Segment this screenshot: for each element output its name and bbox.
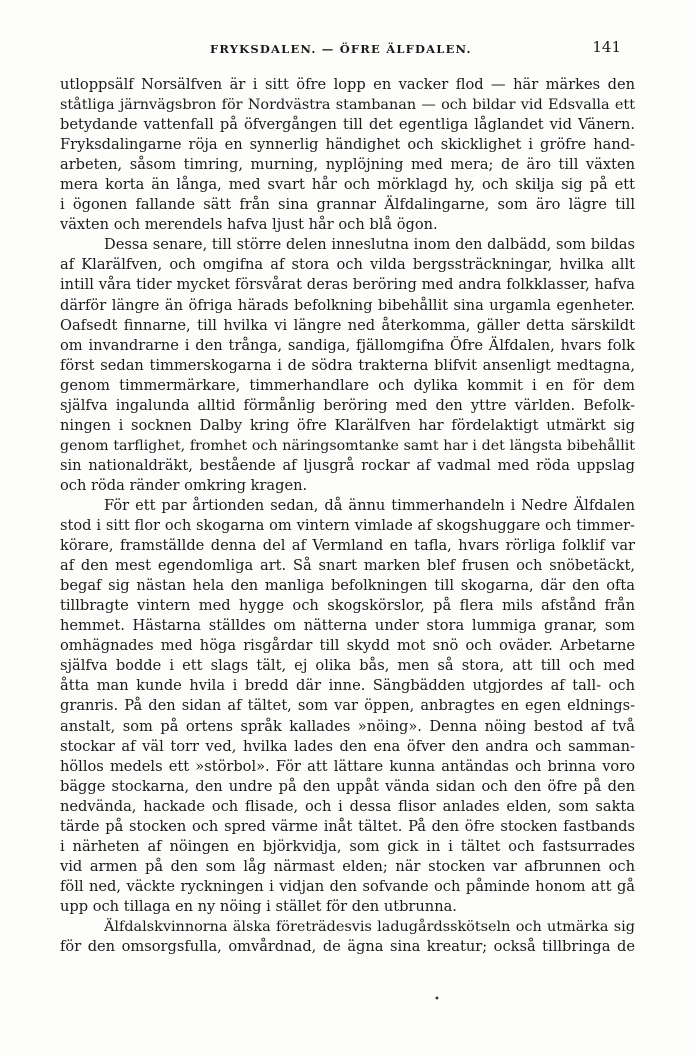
text-line: ningen i socknen Dalby kring öfre Klarälfven har fördelaktigt utmärkt sig — [60, 416, 635, 434]
text-line: och röda ränder omkring kragen. — [60, 476, 308, 494]
text-line: ståtliga järnvägsbron för Nordvästra stambanan — och bildar vid Edsvalla ett — [60, 97, 635, 114]
text-line: granris. På den sidan af tältet, som var öppen, anbragtes en egen eldnings- — [60, 697, 635, 715]
text-line: åtta man kunde hvila i bredd där inne. Sängbädden utgjordes af tall- och — [60, 677, 635, 695]
body-text — [60, 75, 635, 957]
text-line: i närheten af nöingen en björkvidja, som gick in i tältet och fastsurrades — [60, 837, 635, 855]
text-line: arbeten, såsom timring, murning, nyplöjning med mera; de äro till växten — [60, 156, 635, 174]
text-line: omhägnades med höga risgårdar till skydd mot snö och oväder. Arbetarne — [60, 637, 635, 655]
text-line: mera korta än långa, med svart hår och mörklagd hy, och skilja sig på ett — [60, 176, 635, 194]
text-line: intill våra tider mycket försvårat deras beröring med andra folkklasser, hafva — [60, 276, 635, 294]
text-line: därför längre än öfriga härads befolkning bibehållit sina urgamla egenheter. — [60, 296, 635, 314]
text-line: bägge stockarna, den undre på den uppåt vända sidan och den öfre på den — [60, 777, 635, 795]
print-speck: • — [434, 994, 440, 1005]
text-line: körare, framställde denna del af Vermland en tafla, hvars rörliga folklif var — [60, 537, 635, 555]
text-line: genom timmermärkare, timmerhandlare och dylika kommit i en för dem — [60, 376, 635, 394]
text-line: Fryksdalingarne röja en synnerlig händighet och skicklighet i gröfre hand- — [60, 136, 635, 154]
text-line: Dessa senare, till större delen inneslutna inom den dalbädd, som bildas — [104, 236, 635, 254]
text-line: själfva bodde i ett slags tält, ej olika bås, men så stora, att till och med — [60, 657, 635, 675]
text-line: stockar af väl torr ved, hvilka lades den ena öfver den andra och samman- — [60, 737, 635, 755]
text-line: stod i sitt flor och skogarna om vintern vimlade af skogshuggare och timmer- — [60, 517, 635, 535]
text-line: af Klarälfven, och omgifna af stora och vilda bergssträckningar, hvilka allt — [60, 256, 635, 274]
page-header — [60, 38, 635, 58]
text-line: tillbragte vintern med hygge och skogskörslor, på flera mils afstånd från — [60, 597, 635, 615]
text-line: Oafsedt finnarne, till hvilka vi längre ned återkomma, gäller detta särskildt — [60, 316, 635, 334]
text-line: genom tarflighet, fromhet och näringsomtanke samt har i det längsta bibehållit — [60, 437, 635, 454]
text-line: utloppsälf Norsälfven är i sitt öfre lopp en vacker flod — här märkes den — [60, 76, 635, 93]
text-line: i ögonen fallande sätt från sina grannar Älfdalingarne, som äro lägre till — [60, 196, 635, 214]
text-line: om invandrarne i den trånga, sandiga, fjällomgifna Öfre Älfdalen, hvars folk — [60, 336, 635, 354]
text-line: begaf sig nästan hela den manliga befolkningen till skogarna, där den ofta — [60, 577, 635, 595]
text-line: af den mest egendomliga art. Så snart marken blef frusen och snöbetäckt, — [60, 557, 635, 575]
text-line: växten och merendels hafva ljust hår och blå ögon. — [60, 216, 438, 234]
text-line: sin nationaldräkt, bestående af ljusgrå rockar af vadmal med röda uppslag — [60, 456, 635, 474]
text-line: tärde på stocken och spred värme inåt tältet. På den öfre stocken fastbands — [60, 817, 635, 835]
text-line: anstalt, som på ortens språk kallades »nöing». Denna nöing bestod af två — [60, 717, 635, 735]
running-title: FRYKSDALEN. — ÖFRE ÄLFDALEN. — [210, 42, 472, 56]
text-line: nedvända, hackade och flisade, och i dessa flisor anlades elden, som sakta — [60, 797, 635, 815]
text-line: föll ned, väckte ryckningen i vidjan den sofvande och påminde honom att gå — [60, 877, 635, 895]
text-line: betydande vattenfall på öfvergången till det egentliga låglandet vid Vänern. — [60, 116, 635, 134]
text-line: först sedan timmerskogarna i de södra trakterna blifvit ansenligt medtagna, — [60, 356, 635, 374]
text-line: själfva ingalunda alltid förmånlig beröring med den yttre världen. Befolk- — [60, 396, 635, 414]
text-line: upp och tillaga en ny nöing i stället för den utbrunna. — [60, 897, 457, 915]
text-line: hemmet. Hästarna ställdes om nätterna under stora lummiga granar, som — [60, 617, 635, 635]
text-line: vid armen på den som låg närmast elden; när stocken var afbrunnen och — [60, 857, 635, 875]
text-line: för den omsorgsfulla, omvårdnad, de ägna sina kreatur; också tillbringa de — [60, 938, 635, 956]
text-line: Älfdalskvinnorna älska företrädesvis ladugårdsskötseln och utmärka sig — [104, 918, 635, 935]
text-line: För ett par årtionden sedan, då ännu timmerhandeln i Nedre Älfdalen — [104, 496, 635, 514]
page-number: 141 — [592, 38, 621, 56]
text-line: höllos medels ett »störbol». För att lättare kunna antändas och brinna voro — [60, 757, 635, 775]
